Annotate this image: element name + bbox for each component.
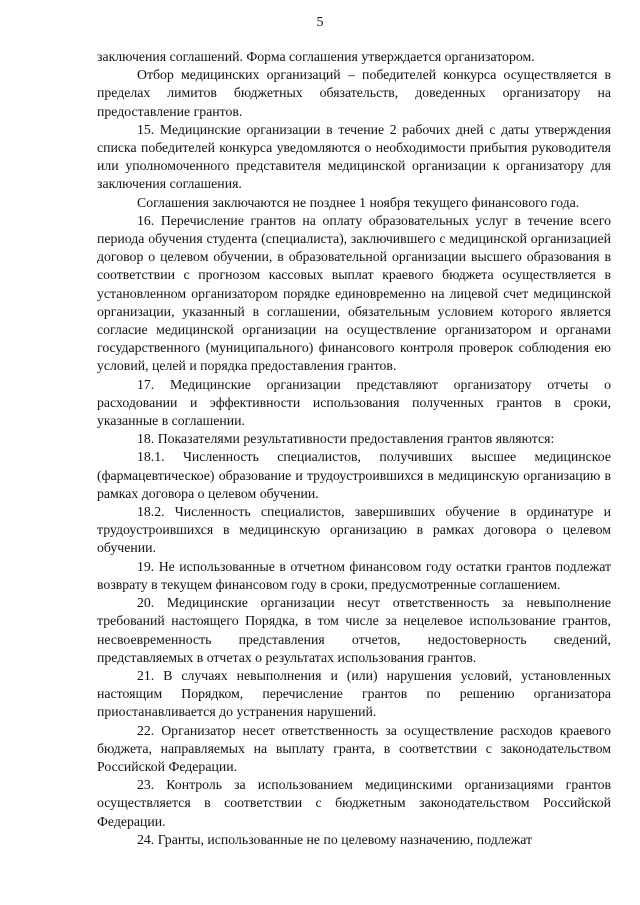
document-body [97,48,611,849]
page-number: 5 [316,15,324,30]
paragraph-16: 16. Перечисление грантов на оплату образовательных услуг в течение всего периода обучения студента (специалиста), заключившего с медицинской организацией договор о целевом обучении, в образовательной организации высшего образования в соответствии с прогнозом кассовых выплат краевого бюджета осуществляется в установленном организатором порядке единовременно на лицевой счет медицинской организации, указанный в соглашении, обязательным условием которого является согласие медицинской организации на осуществление организатором и органами государственного (муниципального) финансового контроля проверок соблюдения ею условий, целей и порядка предоставления грантов. [97,212,611,374]
paragraph-18-2: 18.2. Численность специалистов, завершивших обучение в ординатуре и трудоустроившихся в медицинскую организацию в рамках договора о целевом обучении. [97,504,611,556]
paragraph-18: 18. Показателями результативности предоставления грантов являются: [137,431,555,447]
paragraph-17: 17. Медицинские организации представляют организатору отчеты о расходовании и эффективности использования полученных грантов в сроки, указанные в соглашении. [97,376,611,429]
paragraph-18-1: 18.1. Численность специалистов, получивших высшее медицинское (фармацевтическое) образование и трудоустроившихся в медицинскую организацию в рамках договора о целевом обучении. [97,449,611,501]
paragraph-20: 20. Медицинские организации несут ответственность за невыполнение требований настоящего Порядка, в том числе за нецелевое использование грантов, несвоевременность представления отчетов, недостоверность сведений, представляемых в отчетах о результатах использования грантов. [97,595,611,665]
paragraph-24: 24. Гранты, использованные не по целевому назначению, подлежат [137,831,533,847]
paragraph-15: 15. Медицинские организации в течение 2 рабочих дней с даты утверждения списка победителей конкурса уведомляются о необходимости прибытия руководителя или уполномоченного представителя медицинской организации к организатору для заключения соглашения. [97,121,611,192]
paragraph-21: 21. В случаях невыполнения и (или) нарушения условий, установленных настоящим Порядком, перечисление грантов по решению организатора приостанавливается до устранения нарушений. [97,667,611,720]
paragraph-22: 22. Организатор несет ответственность за осуществление расходов краевого бюджета, направляемых на выплату гранта, в соответствии с законодательством Российской Федерации. [97,722,611,774]
paragraph-agreement-deadline: Соглашения заключаются не позднее 1 ноября текущего финансового года. [137,194,580,210]
paragraph-continuation: заключения соглашений. Форма соглашения утверждается организатором. [97,49,535,64]
paragraph-selection-limits: Отбор медицинских организаций – победителей конкурса осуществляется в пределах лимитов бюджетных обязательств, доведенных организатору на предоставление грантов. [97,67,611,119]
paragraph-23: 23. Контроль за использованием медицинскими организациями грантов осуществляется в соответствии с бюджетным законодательством Российской Федерации. [97,777,611,829]
paragraph-19: 19. Не использованные в отчетном финансовом году остатки грантов подлежат возврату в текущем финансовом году в сроки, предусмотренные соглашением. [97,558,611,592]
